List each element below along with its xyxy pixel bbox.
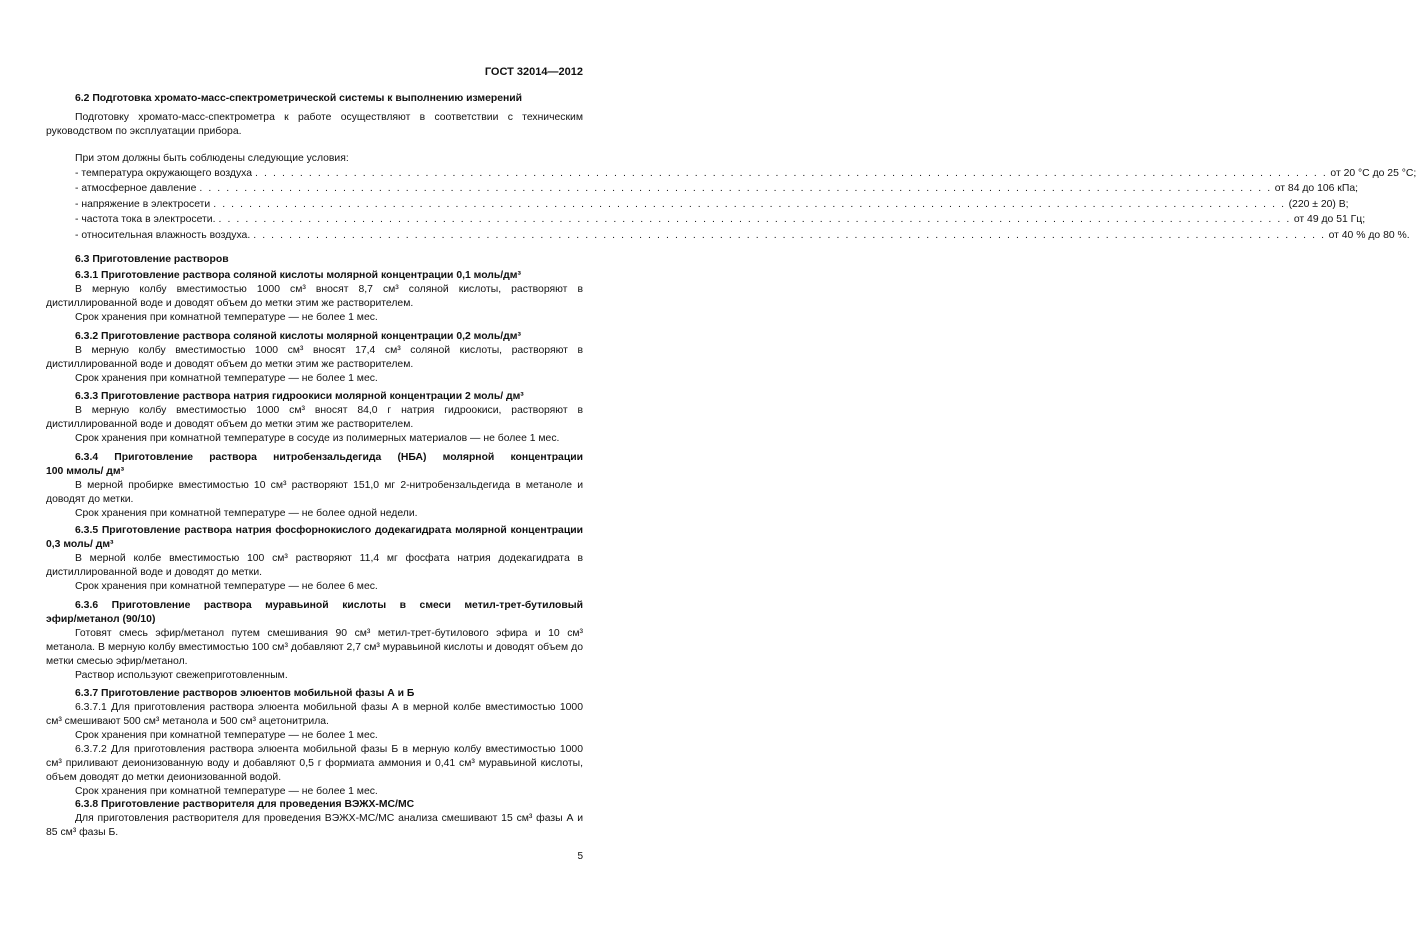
storage-note: Срок хранения при комнатной температуре — не более 1 мес. — [75, 730, 378, 741]
section-heading-continuation: эфир/метанол (90/10) — [46, 614, 156, 625]
condition-label: - относительная влажность воздуха. — [75, 229, 251, 241]
paragraph: 6.3.7.1 Для приготовления раствора элюента мобильной фазы А в мерной колбе вместимостью 1000 см³ смешивают 500 см³ метанола и 500 см³ ацетонитрила. — [46, 702, 583, 727]
condition-row — [46, 181, 1358, 196]
paragraph: В мерную колбу вместимостью 1000 см³ вносят 8,7 см³ соляной кислоты, растворяют в дистиллированной воде и доводят объем до метки этим же растворителем. — [46, 284, 583, 309]
conditions-block — [46, 151, 1416, 243]
condition-value: от 40 % до 80 %. — [1328, 229, 1410, 241]
storage-note: Срок хранения при комнатной температуре в сосуде из полимерных материалов — не более 1 мес. — [75, 433, 560, 444]
dot-leader: . . . . . . . . . . . . . . . . . . . . . . . . . . . . . . . . . . . . . . . . . . . . . . . . . . . . . . . . . . . . . . . . . . . . . . . . . . . . . . . . . . . . . . . . . . . . . . . . . . . . . . . . . . . . . . . . . . . . . . . . — [218, 214, 1291, 226]
section-6-3-6 — [46, 599, 583, 683]
condition-label: - атмосферное давление — [75, 183, 197, 195]
paragraph: Для приготовления растворителя для проведения ВЭЖХ-МС/МС анализа смешивают 15 см³ фазы А и 85 см³ фазы Б. — [46, 813, 583, 838]
condition-row — [46, 212, 1366, 227]
conditions-list — [46, 166, 1416, 243]
storage-note: Срок хранения при комнатной температуре — не более 1 мес. — [75, 312, 378, 323]
section-6-3-7 — [46, 687, 583, 799]
storage-note: Срок хранения при комнатной температуре — не более 6 мес. — [75, 581, 378, 592]
condition-label: - напряжение в электросети — [75, 198, 211, 210]
condition-value: (220 ± 20) В; — [1288, 198, 1349, 210]
condition-value: от 49 до 51 Гц; — [1293, 214, 1366, 226]
standard-number: ГОСТ 32014—2012 — [484, 66, 583, 78]
dot-leader: . . . . . . . . . . . . . . . . . . . . . . . . . . . . . . . . . . . . . . . . . . . . . . . . . . . . . . . . . . . . . . . . . . . . . . . . . . . . . . . . . . . . . . . . . . . . . . . . . . . . . . . . . . . . . . . . . . . . . . . . — [253, 229, 1326, 241]
storage-note: Раствор используют свежеприготовленным. — [75, 670, 288, 681]
dot-leader: . . . . . . . . . . . . . . . . . . . . . . . . . . . . . . . . . . . . . . . . . . . . . . . . . . . . . . . . . . . . . . . . . . . . . . . . . . . . . . . . . . . . . . . . . . . . . . . . . . . . . . . . . . . . . . . . . . . . . . . . — [199, 183, 1272, 195]
section-heading-continuation: 100 ммоль/ дм³ — [46, 466, 125, 477]
section-6-3-4 — [46, 451, 583, 521]
paragraph: 6.3.7.2 Для приготовления раствора элюента мобильной фазы Б в мерную колбу вместимостью 1000 см³ приливают деионизованную воду и добавляют 0,5 г формиата аммония и 0,41 см³ муравьиной кислоты, объем доводят до метки деионизованной водой. — [46, 744, 583, 783]
condition-row — [46, 197, 1349, 212]
section-heading: 6.3.3 Приготовление раствора натрия гидроокиси молярной концентрации 2 моль/ дм³ — [75, 391, 524, 402]
conditions-intro: При этом должны быть соблюдены следующие условия: — [75, 153, 349, 164]
section-heading: 6.3.8 Приготовление растворителя для проведения ВЭЖХ-МС/МС — [75, 799, 415, 810]
section-heading: 6.3.7 Приготовление растворов элюентов мобильной фазы А и Б — [75, 688, 415, 699]
storage-note: Срок хранения при комнатной температуре — не более одной недели. — [75, 508, 418, 519]
storage-note: Срок хранения при комнатной температуре — не более 1 мес. — [75, 373, 378, 384]
dot-leader: . . . . . . . . . . . . . . . . . . . . . . . . . . . . . . . . . . . . . . . . . . . . . . . . . . . . . . . . . . . . . . . . . . . . . . . . . . . . . . . . . . . . . . . . . . . . . . . . . . . . . . . . . . . . . . . . . . . . . . . . — [255, 168, 1328, 179]
section-6-3-1 — [46, 269, 583, 325]
page-number: 5 — [577, 851, 583, 862]
condition-label: - частота тока в электросети. — [75, 214, 216, 226]
storage-note: Срок хранения при комнатной температуре — не более 1 мес. — [75, 786, 378, 797]
section-heading: 6.2 Подготовка хромато-масс-спектрометрической системы к выполнению измерений — [75, 93, 523, 104]
paragraph: Готовят смесь эфир/метанол путем смешивания 90 см³ метил-трет-бутилового эфира и 10 см³ метанола. В мерную колбу вместимостью 100 см³ добавляют 2,7 см³ муравьиной кислоты и доводят объем до метки смесью эфир/метанол. — [46, 628, 583, 667]
section-heading: 6.3.2 Приготовление раствора соляной кислоты молярной концентрации 0,2 моль/дм³ — [75, 331, 521, 342]
paragraph: В мерной пробирке вместимостью 10 см³ растворяют 151,0 мг 2-нитробензальдегида в метаноле и доводят до метки. — [46, 480, 583, 505]
section-6-3-2 — [46, 330, 583, 386]
condition-label: - температура окружающего воздуха — [75, 168, 253, 179]
section-6-3-5 — [46, 524, 583, 594]
section-6-3 — [46, 253, 583, 267]
condition-row — [46, 166, 1416, 181]
condition-value: от 20 °С до 25 °С; — [1330, 168, 1416, 179]
section-heading: 6.3.4 Приготовление раствора нитробензальдегида (НБА) молярной концентрации — [75, 452, 583, 463]
section-heading: 6.3.6 Приготовление раствора муравьиной кислоты в смеси метил-трет-бутиловый — [75, 600, 583, 611]
paragraph: В мерную колбу вместимостью 1000 см³ вносят 17,4 см³ соляной кислоты, растворяют в дистиллированной воде и доводят объем до метки этим же растворителем. — [46, 345, 583, 370]
paragraph: В мерную колбу вместимостью 1000 см³ вносят 84,0 г натрия гидроокиси, растворяют в дистиллированной воде и доводят объем до метки этим же растворителем. — [46, 405, 583, 430]
section-heading: 6.3.1 Приготовление раствора соляной кислоты молярной концентрации 0,1 моль/дм³ — [75, 270, 521, 281]
document-page — [46, 0, 1416, 936]
section-6-3-3 — [46, 390, 583, 446]
paragraph: Подготовку хромато-масс-спектрометра к работе осуществляют в соответствии с техническим руководством по эксплуатации прибора. — [46, 112, 583, 137]
condition-row — [46, 228, 1410, 243]
section-heading: 6.3.5 Приготовление раствора натрия фосфорнокислого додекагидрата молярной концентрации 0,3 моль/ дм³ — [46, 525, 583, 550]
section-heading: 6.3 Приготовление растворов — [75, 254, 229, 265]
dot-leader: . . . . . . . . . . . . . . . . . . . . . . . . . . . . . . . . . . . . . . . . . . . . . . . . . . . . . . . . . . . . . . . . . . . . . . . . . . . . . . . . . . . . . . . . . . . . . . . . . . . . . . . . . . . . . . . . . . . . . . . . — [213, 198, 1286, 210]
condition-value: от 84 до 106 кПа; — [1274, 183, 1358, 195]
section-6-2 — [46, 92, 583, 139]
section-6-3-8 — [46, 798, 583, 840]
paragraph: В мерной колбе вместимостью 100 см³ растворяют 11,4 мг фосфата натрия додекагидрата в дистиллированной воде и доводят до метки. — [46, 553, 583, 578]
